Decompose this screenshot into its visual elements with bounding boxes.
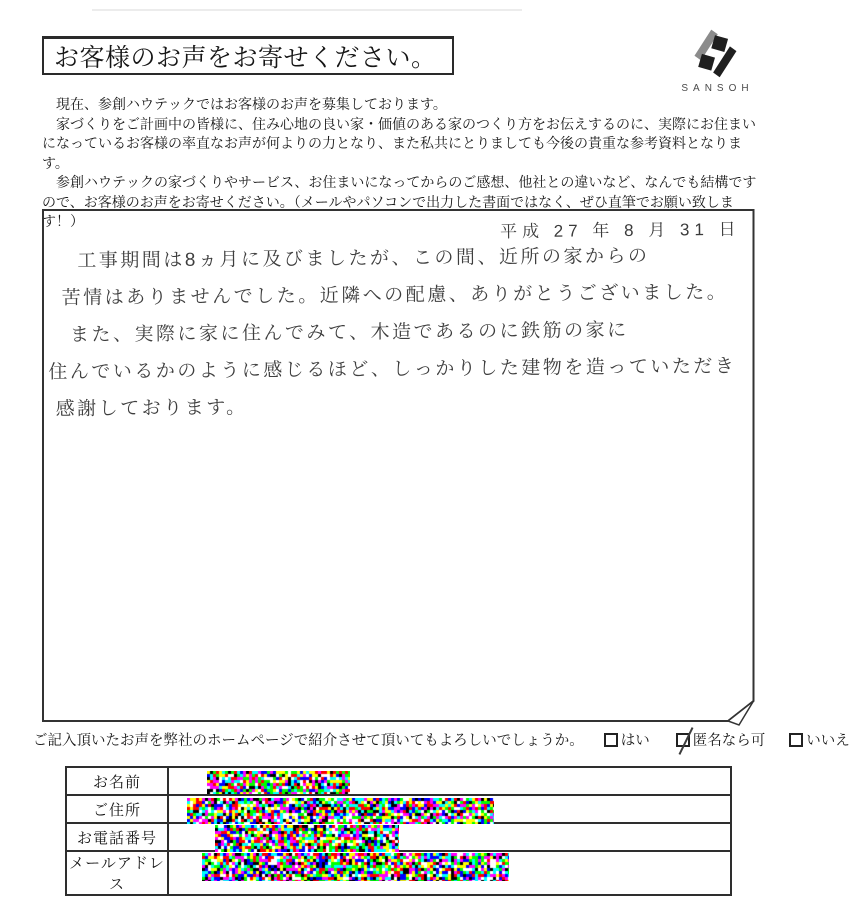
consent-option-anonymous[interactable] bbox=[676, 729, 766, 750]
table-row-address bbox=[66, 795, 731, 823]
consent-option-yes-label: はい bbox=[620, 733, 650, 749]
consent-question: ご記入頂いたお声を弊社のホームページで紹介させて頂いてもよろしいでしょうか。 bbox=[33, 733, 584, 749]
row-address-label: ご住所 bbox=[66, 795, 168, 823]
scan-artifact bbox=[92, 9, 522, 11]
handwritten-line: 住んでいるかのように感じるほど、しっかりした建物を造っていただき bbox=[48, 356, 737, 384]
handwritten-line: また、実際に家に住んでみて、木造であるのに鉄筋の家に bbox=[69, 320, 629, 346]
testimonial-box bbox=[42, 209, 755, 722]
consent-option-no[interactable] bbox=[789, 729, 850, 750]
page-title: お客様のお声をお寄せください。 bbox=[54, 44, 437, 72]
row-name-value bbox=[168, 767, 731, 795]
row-name-label: お名前 bbox=[66, 767, 168, 795]
redacted-value bbox=[207, 771, 350, 794]
row-phone-value bbox=[168, 823, 731, 851]
redacted-value bbox=[187, 798, 494, 824]
table-row-name bbox=[66, 767, 731, 795]
intro-paragraph-2: 家づくりをご計画中の皆様に、住み心地の良い家・価値のある家のつくり方をお伝えするのに、実際にお住まいになっているお客様の率直なお声が何よりの力となり、また私共にとりましても今後の貴重な参考資料となります。 bbox=[42, 115, 756, 171]
handwritten-line: 工事期間は8ヵ月に及びましたが、この間、近所の家からの bbox=[77, 245, 650, 272]
handwritten-line: 感謝しております。 bbox=[55, 397, 248, 421]
sansoh-logo bbox=[672, 24, 758, 94]
checkbox-yes[interactable] bbox=[604, 733, 618, 747]
checkbox-anonymous[interactable] bbox=[676, 733, 690, 747]
checkbox-no[interactable] bbox=[789, 733, 803, 747]
table-row-phone bbox=[66, 823, 731, 851]
logo-wordmark: SANSOH bbox=[681, 83, 754, 94]
table-row-email bbox=[66, 851, 731, 895]
redacted-value bbox=[215, 825, 399, 852]
handwritten-line: 苦情はありませんでした。近隣への配慮、ありがとうございました。 bbox=[61, 282, 729, 309]
row-phone-label: お電話番号 bbox=[66, 823, 168, 851]
testimonial-text bbox=[48, 237, 740, 428]
row-email-value bbox=[168, 851, 731, 895]
consent-option-anonymous-label: 匿名なら可 bbox=[692, 733, 766, 749]
form-title-box bbox=[42, 36, 454, 75]
row-email-label: メールアドレス bbox=[66, 851, 168, 895]
intro-paragraph-1: 現在、参創ハウテックではお客様のお声を募集しております。 bbox=[56, 96, 447, 112]
consent-option-no-label: いいえ bbox=[806, 733, 850, 749]
row-address-value bbox=[168, 795, 731, 823]
consent-option-yes[interactable] bbox=[604, 729, 650, 750]
sansoh-logo-mark-icon bbox=[672, 24, 758, 80]
intro-paragraph-3: 参創ハウテックの家づくりやサービス、お住まいになってからのご感想、他社との違いなど、なんでも結構ですので、お客様のお声をお寄せください。（メールやパソコンで出力した書面ではなく、ぜひ直筆でお願い致します！） bbox=[42, 174, 757, 229]
testimonial-date: 平成 27 年 8 月 31 日 bbox=[500, 219, 742, 242]
redacted-value bbox=[202, 853, 509, 881]
contact-table bbox=[65, 766, 732, 896]
consent-row bbox=[33, 729, 850, 750]
